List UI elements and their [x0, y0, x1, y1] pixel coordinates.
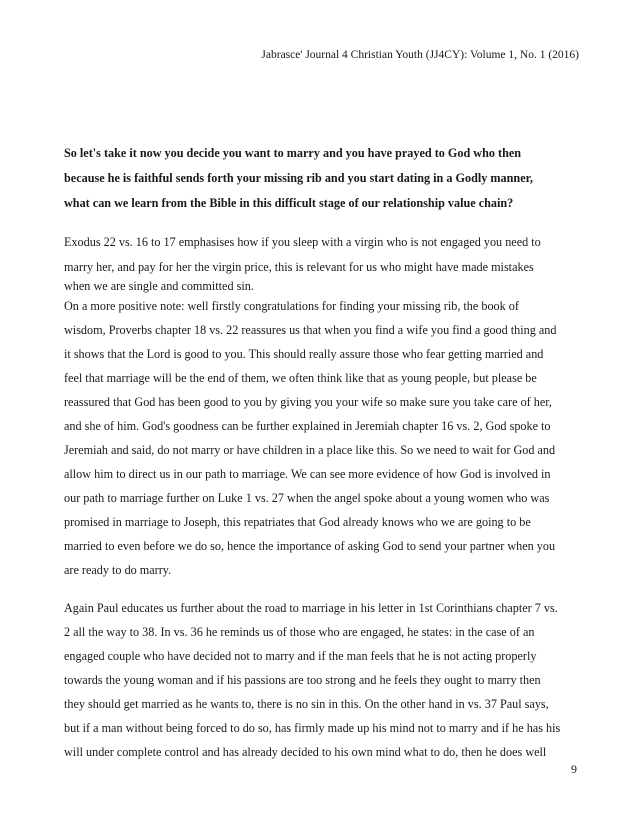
- body-line: because he is faithful sends forth your missing rib and you start dating in a Godly manner,: [64, 171, 533, 185]
- body-line: towards the young woman and if his passions are too strong and he feels they ought to marry then: [64, 673, 541, 687]
- body-line: Exodus 22 vs. 16 to 17 emphasises how if you sleep with a virgin who is not engaged you need to: [64, 235, 541, 249]
- body-line: and she of him. God's goodness can be further explained in Jeremiah chapter 16 vs. 2, God spoke to: [64, 419, 551, 433]
- body-line: reassured that God has been good to you by giving you your wife so make sure you take care of her,: [64, 395, 552, 409]
- body-line: Again Paul educates us further about the road to marriage in his letter in 1st Corinthians chapter 7 vs.: [64, 601, 558, 615]
- body-line: engaged couple who have decided not to marry and if the man feels that he is not acting properly: [64, 649, 537, 663]
- body-line: wisdom, Proverbs chapter 18 vs. 22 reassures us that when you find a wife you find a good thing and: [64, 323, 557, 337]
- body-line: feel that marriage will be the end of them, we often think like that as young people, but please be: [64, 371, 537, 385]
- body-line: On a more positive note: well firstly congratulations for finding your missing rib, the book of: [64, 299, 519, 313]
- body-line: Jeremiah and said, do not marry or have children in a place like this. So we need to wait for God and: [64, 443, 556, 457]
- running-header: Jabrasce' Journal 4 Christian Youth (JJ4CY): Volume 1, No. 1 (2016): [261, 49, 579, 61]
- body-line: will under complete control and has already decided to his own mind what to do, then he does well: [64, 745, 547, 759]
- body-line: when we are single and committed sin.: [64, 279, 254, 293]
- body-line: but if a man without being forced to do so, has firmly made up his mind not to marry and if he has his: [64, 721, 561, 735]
- body-line: promised in marriage to Joseph, this repatriates that God already knows who we are going to be: [64, 515, 531, 529]
- page-number: 9: [571, 762, 577, 776]
- body-line: So let's take it now you decide you want to marry and you have prayed to God who then: [64, 146, 522, 160]
- body-line: married to even before we do so, hence the importance of asking God to send your partner when you: [64, 539, 556, 553]
- body-line: allow him to direct us in our path to marriage. We can see more evidence of how God is involved in: [64, 467, 551, 481]
- body-line: marry her, and pay for her the virgin price, this is relevant for us who might have made mistakes: [64, 260, 534, 274]
- body-line: they should get married as he wants to, there is no sin in this. On the other hand in vs. 37 Paul says,: [64, 697, 549, 711]
- body-line: 2 all the way to 38. In vs. 36 he reminds us of those who are engaged, he states: in the case of an: [64, 625, 535, 639]
- body-line: what can we learn from the Bible in this difficult stage of our relationship value chain?: [64, 196, 514, 210]
- body-line: are ready to do marry.: [64, 563, 172, 577]
- body-line: it shows that the Lord is good to you. This should really assure those who fear getting married and: [64, 347, 544, 361]
- body-line: our path to marriage further on Luke 1 vs. 27 when the angel spoke about a young women who was: [64, 491, 550, 505]
